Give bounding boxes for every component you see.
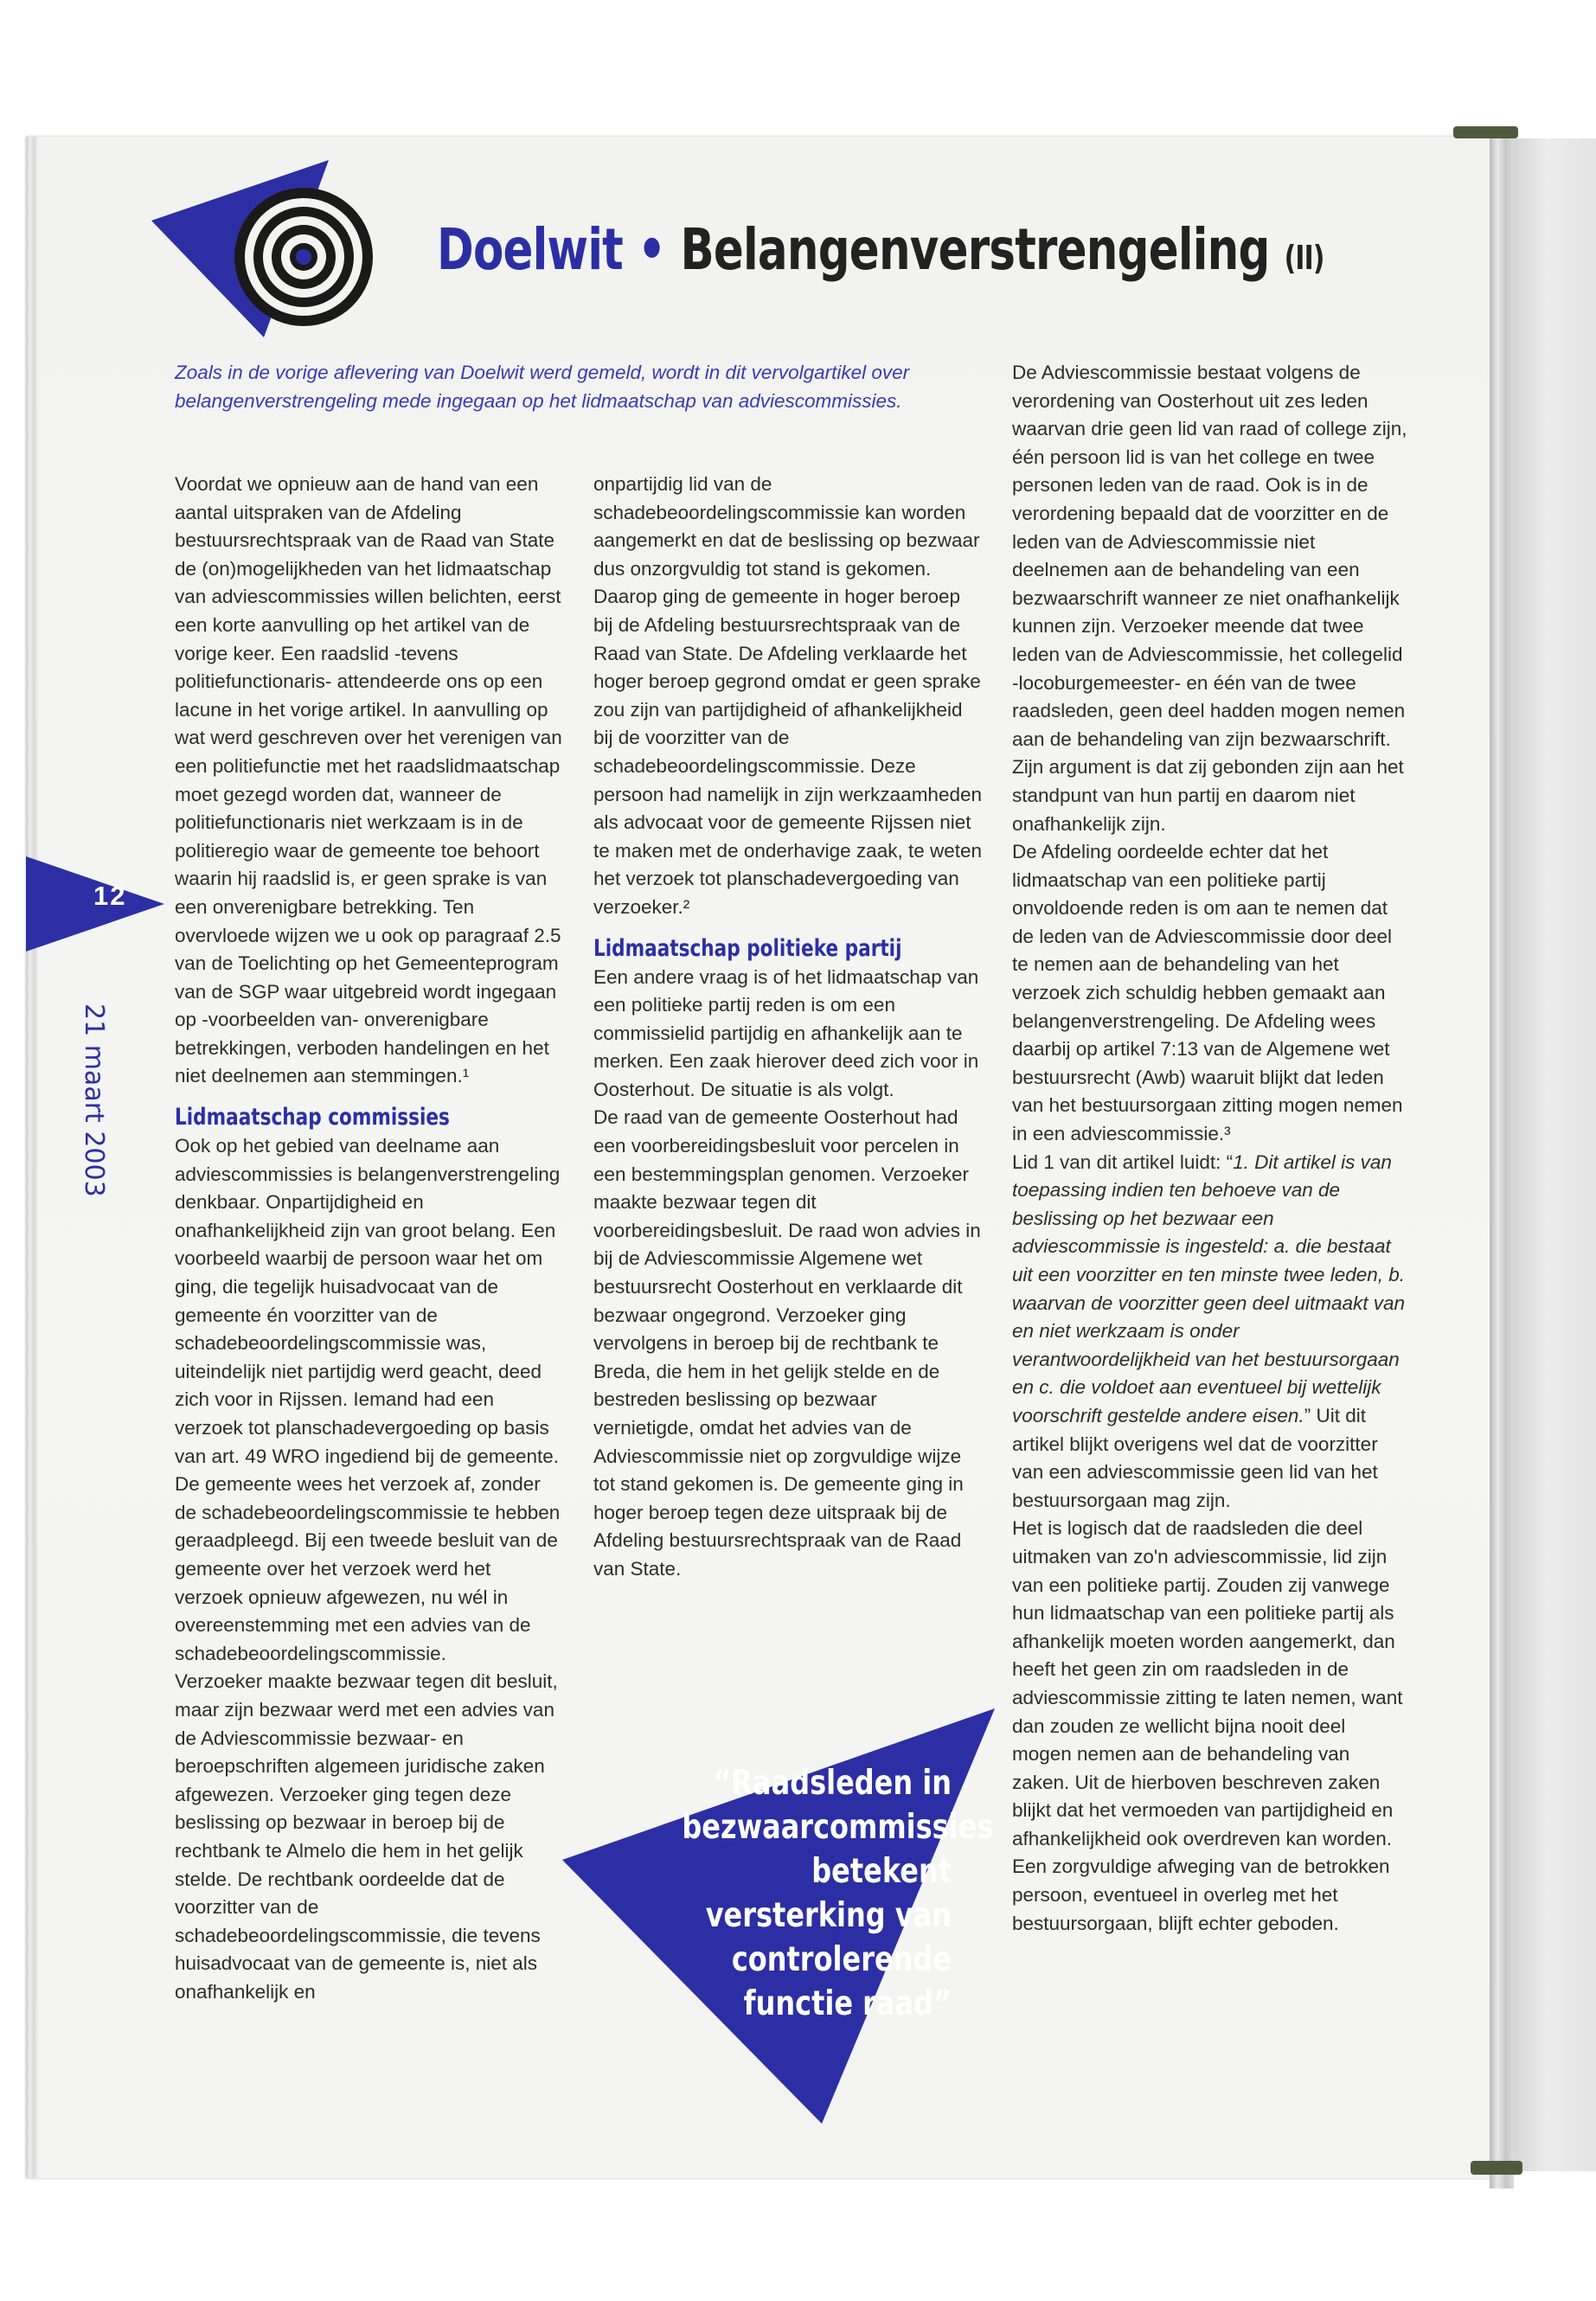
paragraph-law-quote xyxy=(1012,1149,1410,1516)
law-citation: 1. Dit artikel is van toepassing indien ten behoeve van de beslissing op het bezwaar een adviescommissie is ingesteld: a. die bestaat uit een voorzitter en ten minste twee leden, b. waarvan de voorzitter geen deel uitmaakt van en niet werkzaam is onder verantwoordelijkheid van het bestuursorgaan en c. die voldoet aan eventueel bij wettelijk voorschrift gestelde andere eisen. xyxy=(1012,1150,1406,1426)
quote-line: betekent xyxy=(811,1852,952,1891)
quote-line: functie raad” xyxy=(743,1984,952,2023)
paragraph: De Adviescommissie bestaat volgens de verordening van Oosterhout uit zes leden waarvan drie geen lid van raad of college zijn, één persoon lid is van het college en twee personen leden van de raad. Ook is in de verordening bepaald dat de voorzitter en de leden van de Adviescommissie niet deelnemen aan de behandeling van een bezwaarschrift wanneer ze niet onafhankelijk kunnen zijn. Verzoeker meende dat twee leden van de Adviescommissie, het collegelid -locoburgemeester- en één van de twee raadsleden, geen deel hadden mogen nemen aan de behandeling van zijn bezwaarschrift. Zijn argument is dat zij gebonden zijn aan het standpunt van hun partij en daarom niet onafhankelijk zijn. xyxy=(1012,362,1407,835)
paragraph: Verzoeker maakte bezwaar tegen dit besluit, maar zijn bezwaar werd met een advies van de Adviescommissie bezwaar- en beroepschriften algemeen juridische zaken afgewezen. Verzoeker ging tegen deze beslissing op bezwaar in beroep bij de rechtbank te Almelo die hem in het gelijk stelde. De rechtbank oordeelde dat de voorzitter van de schadebeoordelingscommissie, die tevens huisadvocaat van de gemeente is, niet als onafhankelijk en xyxy=(175,1670,558,2003)
binding-clip-top xyxy=(1453,126,1518,138)
column-1 xyxy=(175,471,564,2006)
paragraph: De raad van de gemeente Oosterhout had een voorbereidingsbesluit voor percelen in een bestemmingsplan genomen. Verzoeker maakte bezwaar tegen dit voorbereidingsbesluit. De raad won advies in bij de Adviescommissie Algemene wet bestuursrecht Oosterhout en verklaarde dit bezwaar ongegrond. Verzoeker ging vervolgens in beroep bij de rechtbank te Breda, die hem in het gelijk stelde en de bestreden beslissing op bezwaar vernietigde, omdat het advies van de Adviescommissie niet op zorgvuldige wijze tot stand gekomen is. De gemeente ging in hoger beroep tegen deze uitspraak bij de Afdeling bestuursrechtspraak van de Raad van State. xyxy=(593,1106,981,1580)
quote-line: “Raadsleden in xyxy=(713,1764,952,1803)
paragraph: Het is logisch dat de raadsleden die deel uitmaken van zo'n adviescommissie, lid zijn van een politieke partij. Zouden zij vanwege hun lidmaatschap van een politieke partij als afhankelijk moeten worden aangemerkt, dan heeft het geen zin om raadsleden in de adviescommissie zitting te laten nemen, want dan zouden ze wellicht bijna nooit deel mogen nemen aan de behandeling van zaken. Uit de hierboven beschreven zaken blijkt dat het vermoeden van partijdigheid en afhankelijkheid ook overdreven kan worden. Een zorgvuldige afweging van de betrokken persoon, eventueel in overleg met het bestuursorgaan, blijft echter geboden. xyxy=(1012,1517,1403,1934)
paragraph: onpartijdig lid van de schadebeoordelingscommissie kan worden aangemerkt en dat de beslissing op bezwaar dus onzorgvuldig tot stand is gekomen. Daarop ging de gemeente in hoger beroep bij de Afdeling bestuursrechtspraak van de Raad van State. De Afdeling verklaarde het hoger beroep gegrond omdat er geen sprake zou zijn van partijdigheid of afhankelijkheid bij de voorzitter van de schadebeoordelingscommissie. Deze persoon had namelijk in zijn werkzaamheden als advocaat voor de gemeente Rijssen niet te maken met de onderhavige zaak, te weten het verzoek tot planschadevergoeding van verzoeker.² xyxy=(593,473,983,918)
intro-text: Zoals in de vorige aflevering van Doelwit werd gemeld, wordt in dit vervolgartikel over belangenverstrengeling mede ingegaan op het lidmaatschap van adviescommissies. xyxy=(175,362,910,412)
brand-title: Doelwit xyxy=(437,216,624,283)
article-title: Belangenverstrengeling xyxy=(680,216,1270,283)
column-3 xyxy=(1012,359,1410,1938)
quote-line: controlerende xyxy=(731,1940,952,1979)
paragraph: De Afdeling oordeelde echter dat het lidmaatschap van een politieke partij onvoldoende reden is om aan te nemen dat de leden van de Adviescommissie door deel te nemen aan de behandeling van het verzoek zich schuldig hebben gemaakt aan belangenverstrengeling. De Afdeling wees daarbij op artikel 7:13 van de Algemene wet bestuursrecht (Awb) waaruit blijkt dat leden van het bestuursorgaan zitting mogen nemen in een adviescommissie.³ xyxy=(1012,841,1403,1145)
issue-date: 21 maart 2003 xyxy=(79,1003,109,1197)
quote-line: versterking van xyxy=(705,1896,952,1935)
paragraph: Voordat we opnieuw aan de hand van een aantal uitspraken van de Afdeling bestuursrechtspraak van de Raad van State de (on)mogelijkheden van het lidmaatschap van adviescommissies willen belichten, eerst een korte aanvulling op het artikel van de vorige keer. Een raadslid -tevens politiefunctionaris- attendeerde ons op een lacune in het vorige artikel. In aanvulling op wat werd geschreven over het verenigen van een politiefunctie met het raadslidmaatschap moet gezegd worden dat, wanneer de politiefunctionaris niet werkzaam is in de politieregio waar de gemeente toe behoort waarin hij raadslid is, er geen sprake is van een onverenigbare betrekking. Ten overvloede wijzen we u ook op paragraaf 2.5 van de Toelichting op het Gemeenteprogram van de SGP waar uitgebreid wordt ingegaan op -voorbeelden van- onverenigbare betrekkingen, verboden handelingen en het niet deelnemen aan stemmingen.¹ xyxy=(175,473,562,1087)
page-title xyxy=(437,216,1324,283)
quote-line: bezwaarcommissies xyxy=(682,1808,994,1847)
paragraph: Een andere vraag is of het lidmaatschap van een politieke partij reden is om een commissielid partijdig en afhankelijk aan te merken. Een zaak hierover deed zich voor in Oosterhout. De situatie is als volgt. xyxy=(593,965,979,1100)
article-part: (II) xyxy=(1284,239,1324,277)
law-outro: ” Uit dit artikel blijkt overigens wel dat de voorzitter van een adviescommissie geen lid van het bestuursorgaan mag zijn. xyxy=(1012,1404,1378,1511)
page-edge-left xyxy=(26,137,38,2178)
subheading-politieke-partij: Lidmaatschap politieke partij xyxy=(593,934,902,962)
binding-clip-bottom xyxy=(1471,2161,1522,2175)
page-number: 12 xyxy=(93,881,127,911)
title-separator: • xyxy=(638,216,666,283)
pull-quote xyxy=(623,1761,994,2026)
law-intro: Lid 1 van dit artikel luidt: “ xyxy=(1012,1150,1234,1173)
magazine-spine xyxy=(1514,138,1596,2171)
subheading-commissies: Lidmaatschap commissies xyxy=(175,1104,450,1131)
page-edge-right xyxy=(1490,130,1514,2189)
column-2 xyxy=(593,471,983,1584)
target-logo-icon xyxy=(151,160,376,350)
paragraph: Ook op het gebied van deelname aan adviescommissies is belangenverstrengeling denkbaar. Onpartijdigheid en onafhankelijkheid zijn van groot belang. Een voorbeeld waarbij de persoon waar het om ging, die tegelijk huisadvocaat van de gemeente én voorzitter van de schadebeoordelingscommissie was, uiteindelijk niet partijdig werd geacht, deed zich voor in Rijssen. Iemand had een verzoek tot planschadevergoeding op basis van art. 49 WRO ingediend bij de gemeente. De gemeente wees het verzoek af, zonder de schadebeoordelingscommissie te hebben geraadpleegd. Bij een tweede besluit van de gemeente over het verzoek werd het verzoek opnieuw afgewezen, nu wél in overeenstemming met een advies van de schadebeoordelingscommissie. xyxy=(175,1135,561,1664)
